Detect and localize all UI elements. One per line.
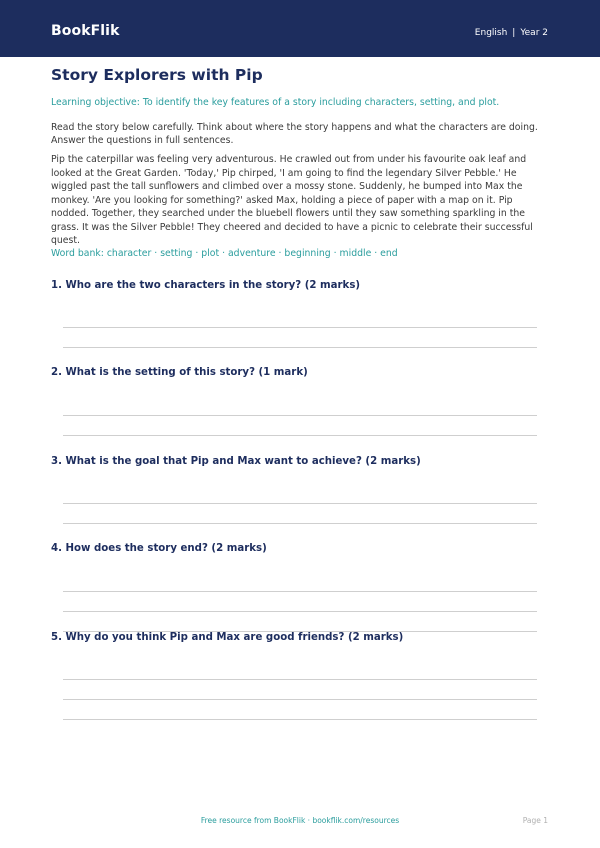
- instructions-text: Read the story below carefully. Think about where the story happens and what the characters are doing. Answer the questions in full sentences.: [51, 122, 538, 146]
- subject-year-meta: [475, 28, 548, 38]
- answer-line[interactable]: [63, 415, 537, 416]
- answer-line[interactable]: [63, 719, 537, 720]
- question-2: 2. What is the setting of this story? (1 mark): [51, 367, 308, 378]
- question-1: 1. Who are the two characters in the story? (2 marks): [51, 280, 361, 291]
- answer-line[interactable]: [63, 699, 537, 700]
- answer-line[interactable]: [63, 435, 537, 436]
- page-header: [0, 0, 600, 57]
- story-passage: Pip the caterpillar was feeling very adventurous. He crawled out from under his favourite oak leaf and looked at the Great Garden. 'Today,' Pip chirped, 'I am going to find the legendary Silver Pebble.' He wiggled past the tall sunflowers and climbed over a mossy stone. Suddenly, he bumped into Max the monkey. 'Are you looking for something?' asked Max, holding a piece of paper with a map on it. Pip nodded. Together, they searched under the bluebell flowers until they saw something sparkling in the grass. It was the Silver Pebble! They cheered and decided to have a picnic to celebrate their successful quest.: [51, 154, 533, 246]
- learning-objective: Learning objective: To identify the key features of a story including characters, setting, and plot.: [51, 97, 500, 108]
- footer-source: Free resource from BookFlik · bookflik.com/resources: [200, 816, 400, 825]
- brand-logo-text: BookFlik: [51, 23, 120, 39]
- answer-line[interactable]: [63, 347, 537, 348]
- answer-line[interactable]: [63, 591, 537, 592]
- worksheet-title: Story Explorers with Pip: [51, 66, 263, 84]
- answer-line[interactable]: [63, 503, 537, 504]
- subject-label: English: [474, 28, 508, 38]
- word-bank: Word bank: character · setting · plot · adventure · beginning · middle · end: [51, 248, 398, 259]
- answer-line[interactable]: [63, 327, 537, 328]
- answer-line[interactable]: [63, 679, 537, 680]
- page-number: Page 1: [522, 816, 548, 825]
- answer-line[interactable]: [63, 523, 537, 524]
- year-label: Year 2: [520, 28, 548, 38]
- question-3: 3. What is the goal that Pip and Max want to achieve? (2 marks): [51, 456, 421, 467]
- meta-separator: |: [512, 28, 516, 38]
- answer-line[interactable]: [63, 611, 537, 612]
- question-4: 4. How does the story end? (2 marks): [51, 543, 267, 554]
- question-5: 5. Why do you think Pip and Max are good friends? (2 marks): [51, 632, 404, 643]
